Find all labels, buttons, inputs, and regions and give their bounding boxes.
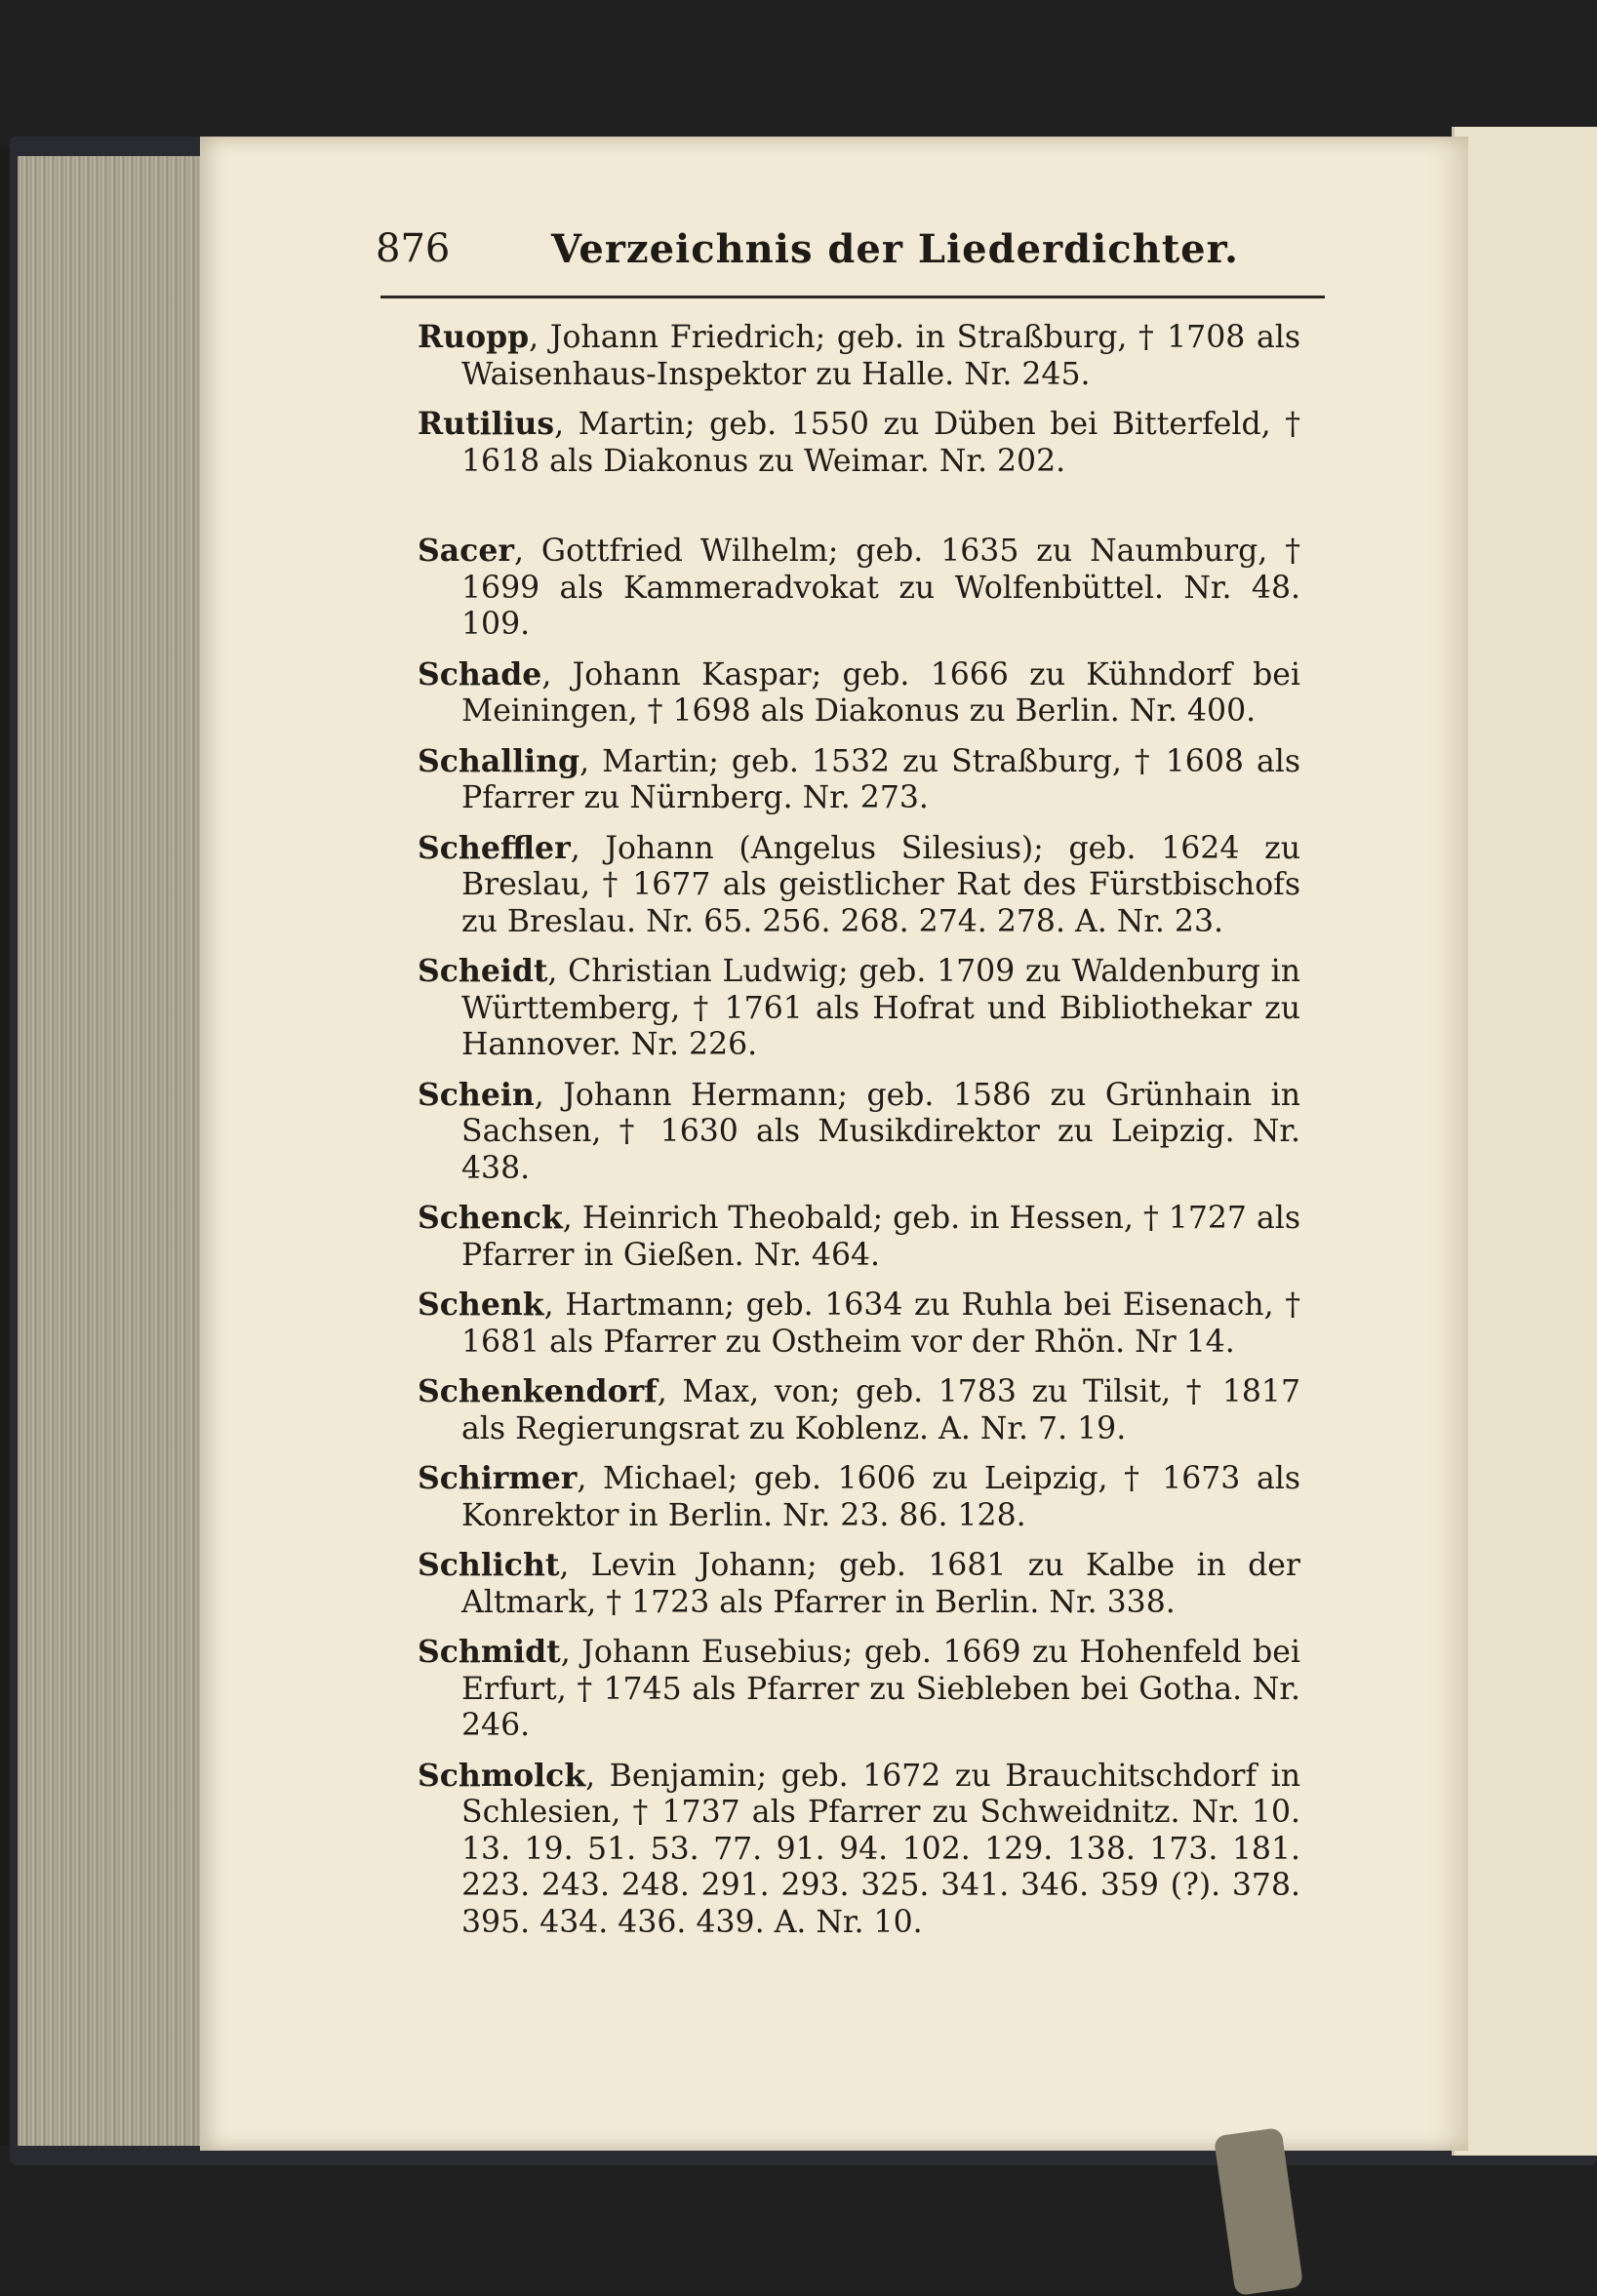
entry-name: Schlicht [418, 1547, 560, 1583]
spacer [418, 1187, 1300, 1200]
entry-text: , Benjamin; geb. 1672 zu Brauchitschdorf in Schlesien, † 1737 als Pfarrer zu Schweidnitz. Nr. 10. 13. 19. 51. 53. 77. 91. 94. 102. 129. 138. 173. 181. 223. 243. 248. 291. 293. 325. 341. 346. 359 (?). 378. 395. 434. 436. 439. A. Nr. 10. [461, 1758, 1300, 1940]
facing-page-edge [1452, 127, 1597, 2156]
index-entry [418, 1200, 1300, 1274]
index-entry [418, 656, 1300, 731]
entry-name: Schalling [418, 742, 580, 779]
spacer [418, 644, 1300, 656]
index-entry [418, 1758, 1300, 1942]
index-entry [418, 1634, 1300, 1745]
entry-text: , Johann Eusebius; geb. 1669 zu Hohenfeld bei Erfurt, † 1745 als Pfarrer zu Siebleben bei Gotha. Nr. 246. [461, 1635, 1300, 1743]
page-edges [18, 156, 221, 2146]
entry-text: , Martin; geb. 1532 zu Straßburg, † 1608 als Pfarrer zu Nürnberg. Nr. 273. [461, 743, 1300, 815]
entry-name: Scheidt [418, 953, 548, 989]
index-entry [418, 533, 1300, 644]
entry-name: Schmidt [418, 1634, 561, 1670]
index-entry [418, 406, 1300, 480]
poet-index-list [418, 319, 1300, 1941]
entry-name: Schenk [418, 1287, 544, 1323]
index-entry [418, 1287, 1300, 1361]
entry-name: Schein [418, 1076, 535, 1113]
spacer [418, 817, 1300, 830]
spacer [418, 1274, 1300, 1287]
entry-name: Schenck [418, 1200, 563, 1236]
entry-text: , Max, von; geb. 1783 zu Tilsit, † 1817 als Regierungsrat zu Koblenz. A. Nr. 7. 19. [461, 1374, 1300, 1446]
entry-text: , Johann (Angelus Silesius); geb. 1624 zu Breslau, † 1677 als geistlicher Rat des Fürstbischofs zu Breslau. Nr. 65. 256. 268. 274. 278. A. Nr. 23. [461, 830, 1300, 939]
spacer [418, 1745, 1300, 1758]
spacer [418, 1447, 1300, 1460]
entry-name: Ruopp [418, 319, 530, 355]
entry-text: , Martin; geb. 1550 zu Düben bei Bitterfeld, † 1618 als Diakonus zu Weimar. Nr. 202. [461, 407, 1300, 479]
spacer [418, 1064, 1300, 1077]
spacer [418, 940, 1300, 953]
entry-name: Sacer [418, 533, 514, 569]
spacer [418, 731, 1300, 743]
entry-text: , Johann Kaspar; geb. 1666 zu Kühndorf bei Meiningen, † 1698 als Diakonus zu Berlin. Nr. 400. [461, 656, 1300, 729]
entry-name: Schenkendorf [418, 1373, 658, 1409]
page-header [376, 226, 1322, 295]
index-entry [418, 1460, 1300, 1534]
index-entry [418, 830, 1300, 941]
entry-name: Scheffler [418, 829, 571, 866]
index-entry [418, 1547, 1300, 1621]
entry-text: , Hartmann; geb. 1634 zu Ruhla bei Eisenach, † 1681 als Pfarrer zu Ostheim vor der Rhön. Nr 14. [461, 1287, 1300, 1360]
background-bottom [0, 2146, 1597, 2292]
spacer [418, 393, 1300, 406]
index-entry [418, 743, 1300, 817]
entry-text: , Michael; geb. 1606 zu Leipzig, † 1673 als Konrektor in Berlin. Nr. 23. 86. 128. [461, 1461, 1300, 1533]
page-number: 876 [376, 226, 451, 271]
header-rule [380, 296, 1325, 298]
entry-text: , Levin Johann; geb. 1681 zu Kalbe in der Altmark, † 1723 als Pfarrer in Berlin. Nr. 338. [461, 1548, 1300, 1620]
entry-name: Schirmer [418, 1460, 578, 1496]
index-entry [418, 953, 1300, 1064]
spacer [418, 1621, 1300, 1634]
entry-text: , Johann Friedrich; geb. in Straßburg, † 1708 als Waisenhaus-Inspektor zu Halle. Nr. 245. [461, 320, 1300, 392]
spacer [418, 480, 1300, 533]
spacer [418, 1534, 1300, 1547]
index-entry [418, 1373, 1300, 1447]
running-title: Verzeichnis der Liederdichter. [551, 226, 1239, 272]
entry-text: , Johann Hermann; geb. 1586 zu Grünhain in Sachsen, † 1630 als Musikdirektor zu Leipzig. Nr. 438. [461, 1077, 1300, 1186]
entry-name: Schade [418, 655, 542, 693]
entry-text: , Christian Ludwig; geb. 1709 zu Waldenburg in Württemberg, † 1761 als Hofrat und Bibliothekar zu Hannover. Nr. 226. [461, 954, 1300, 1062]
entry-name: Rutilius [418, 406, 555, 442]
index-entry [418, 319, 1300, 393]
index-entry [418, 1077, 1300, 1188]
entry-name: Schmolck [418, 1757, 586, 1794]
spacer [418, 1361, 1300, 1373]
entry-text: , Heinrich Theobald; geb. in Hessen, † 1727 als Pfarrer in Gießen. Nr. 464. [461, 1201, 1300, 1273]
background-top [0, 0, 1597, 146]
entry-text: , Gottfried Wilhelm; geb. 1635 zu Naumburg, † 1699 als Kammeradvokat zu Wolfenbüttel. Nr. 48. 109. [461, 534, 1300, 642]
